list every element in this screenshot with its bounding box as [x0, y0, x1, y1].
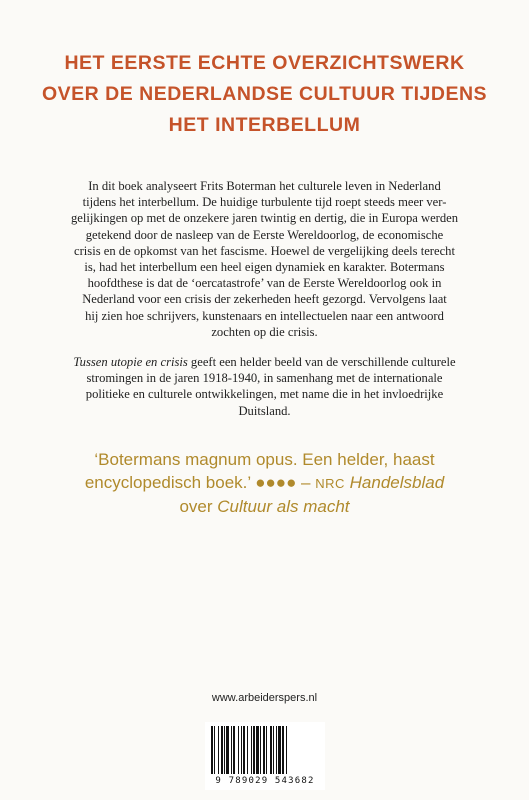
text-line: gelijkingen op met de onzekere jaren twintig en dertig, die in Europa werden	[70, 211, 459, 226]
publisher-website: www.arbeiderspers.nl	[211, 692, 318, 704]
text-line: hoofdthese is dat de ‘oercatastrofe’ van de Eerste Wereldoorlog ook in	[87, 276, 442, 291]
referenced-book-title: Cultuur als macht	[217, 497, 350, 516]
quote-source: Handelsblad	[344, 473, 445, 492]
review-quote	[30, 448, 499, 518]
description-paragraph-1	[40, 178, 489, 340]
text-line: getekend door de nasleep van de Eerste Wereldoorlog, de economische	[85, 227, 444, 242]
text-line: Nederland voor een crisis der zekerheden heeft gezorgd. Vervolgens laat	[82, 292, 447, 307]
text-line: stromingen in de jaren 1918-1940, in samenhang met de internationale	[86, 371, 443, 386]
barcode	[205, 722, 325, 790]
text-line: Duitsland.	[238, 403, 291, 418]
headline-line-3: HET INTERBELLUM	[168, 114, 361, 136]
headline-line-1: HET EERSTE ECHTE OVERZICHTSWERK	[64, 52, 465, 74]
quote-line-1: ‘Botermans magnum opus. Een helder, haast	[94, 450, 435, 469]
isbn-digits: 9 789029 543682	[215, 776, 315, 786]
text-line: In dit boek analyseert Frits Boterman het culturele leven in Nederland	[88, 179, 441, 193]
text-line: hij zien hoe schrijvers, kunstenaars en intellectuelen naar een antwoord	[85, 308, 444, 323]
quote-text: encyclopedisch boek.’ ●●●● –	[84, 473, 316, 492]
text-line: zochten op die crisis.	[211, 324, 318, 339]
text-fragment: geeft een helder beeld van de verschillende culturele	[187, 355, 456, 369]
barcode-bars-graphic	[209, 726, 321, 774]
quote-line-3	[30, 495, 499, 518]
text-line: tijdens het interbellum. De huidige turbulente tijd roept steeds meer ver-	[82, 195, 447, 210]
quote-line-2	[30, 471, 499, 495]
quote-source-abbrev: NRC	[315, 476, 345, 491]
description-paragraph-2	[40, 354, 489, 419]
book-title: Tussen utopie en crisis	[73, 355, 188, 369]
text-line: is, had het interbellum een heel eigen dynamiek en karakter. Botermans	[84, 260, 445, 275]
text-line	[40, 354, 489, 370]
text-line: politieke en culturele ontwikkelingen, met name die in het invloedrijke	[85, 387, 444, 402]
headline-line-2: OVER DE NEDERLANDSE CULTUUR TIJDENS	[41, 83, 488, 105]
headline	[30, 48, 499, 141]
text-line: crisis en de opkomst van het fascisme. Hoewel de vergelijking deels terecht	[74, 243, 455, 258]
quote-prefix: over	[179, 497, 218, 516]
